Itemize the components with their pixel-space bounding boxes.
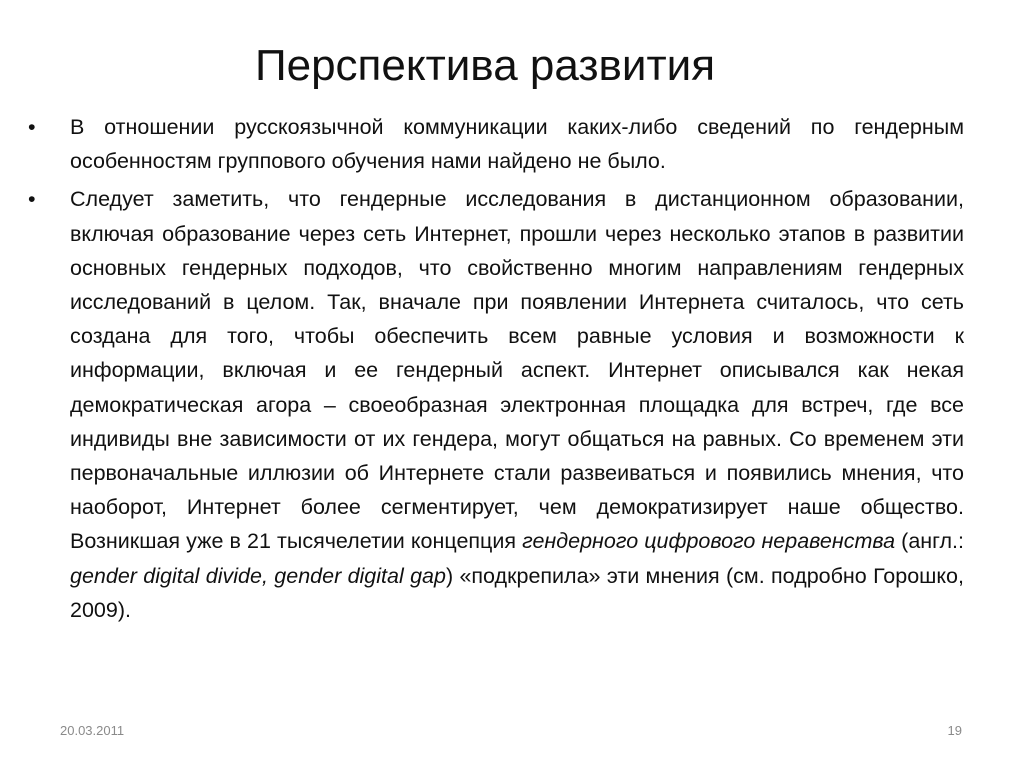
bullet-item-2	[28, 182, 964, 627]
bullet-marker-icon: •	[28, 187, 36, 212]
slide-title: Перспектива развития	[254, 41, 716, 90]
bullet-text-2-part3: ) «подкрепила» эти мнения (см. подробно Горошко, 2009).	[70, 563, 964, 622]
bullet-text-1: В отношении русскоязычной коммуникации каких-либо сведений по гендерным особенностям группового обучения нами найдено не было.	[70, 115, 964, 174]
bullet-marker-icon: •	[28, 115, 36, 139]
footer-page-number: 19	[947, 723, 962, 738]
bullet-text-2-term-en: gender digital divide, gender digital gap	[70, 563, 446, 588]
footer-date: 20.03.2011	[60, 723, 125, 738]
bullet-list	[28, 110, 964, 631]
bullet-text-2-part1: Следует заметить, что гендерные исследования в дистанционном образовании, включая образование через сеть Интернет, прошли через несколько этапов в развитии основных гендерных подходов, что свойственно многим направлениям гендерных исследований в целом. Так, вначале при появлении Интернета считалось, что сеть создана для того, чтобы обеспечить всем равные условия и возможности к информации, включая и ее гендерный аспект. Интернет описывался как некая демократическая агора – своеобразная электронная площадка для встреч, где все индивиды вне зависимости от их гендера, могут общаться на равных. Со временем эти первоначальные иллюзии об Интернете стали развеиваться и появились мнения, что наоборот, Интернет более сегментирует, чем демократизирует наше общество. Возникшая уже в 21 тысячелетии концепция	[70, 187, 964, 554]
bullet-item-1	[28, 110, 964, 178]
bullet-text-2-part2: (англ.:	[895, 529, 965, 554]
bullet-text-2-term-ru: гендерного цифрового неравенства	[522, 529, 896, 554]
